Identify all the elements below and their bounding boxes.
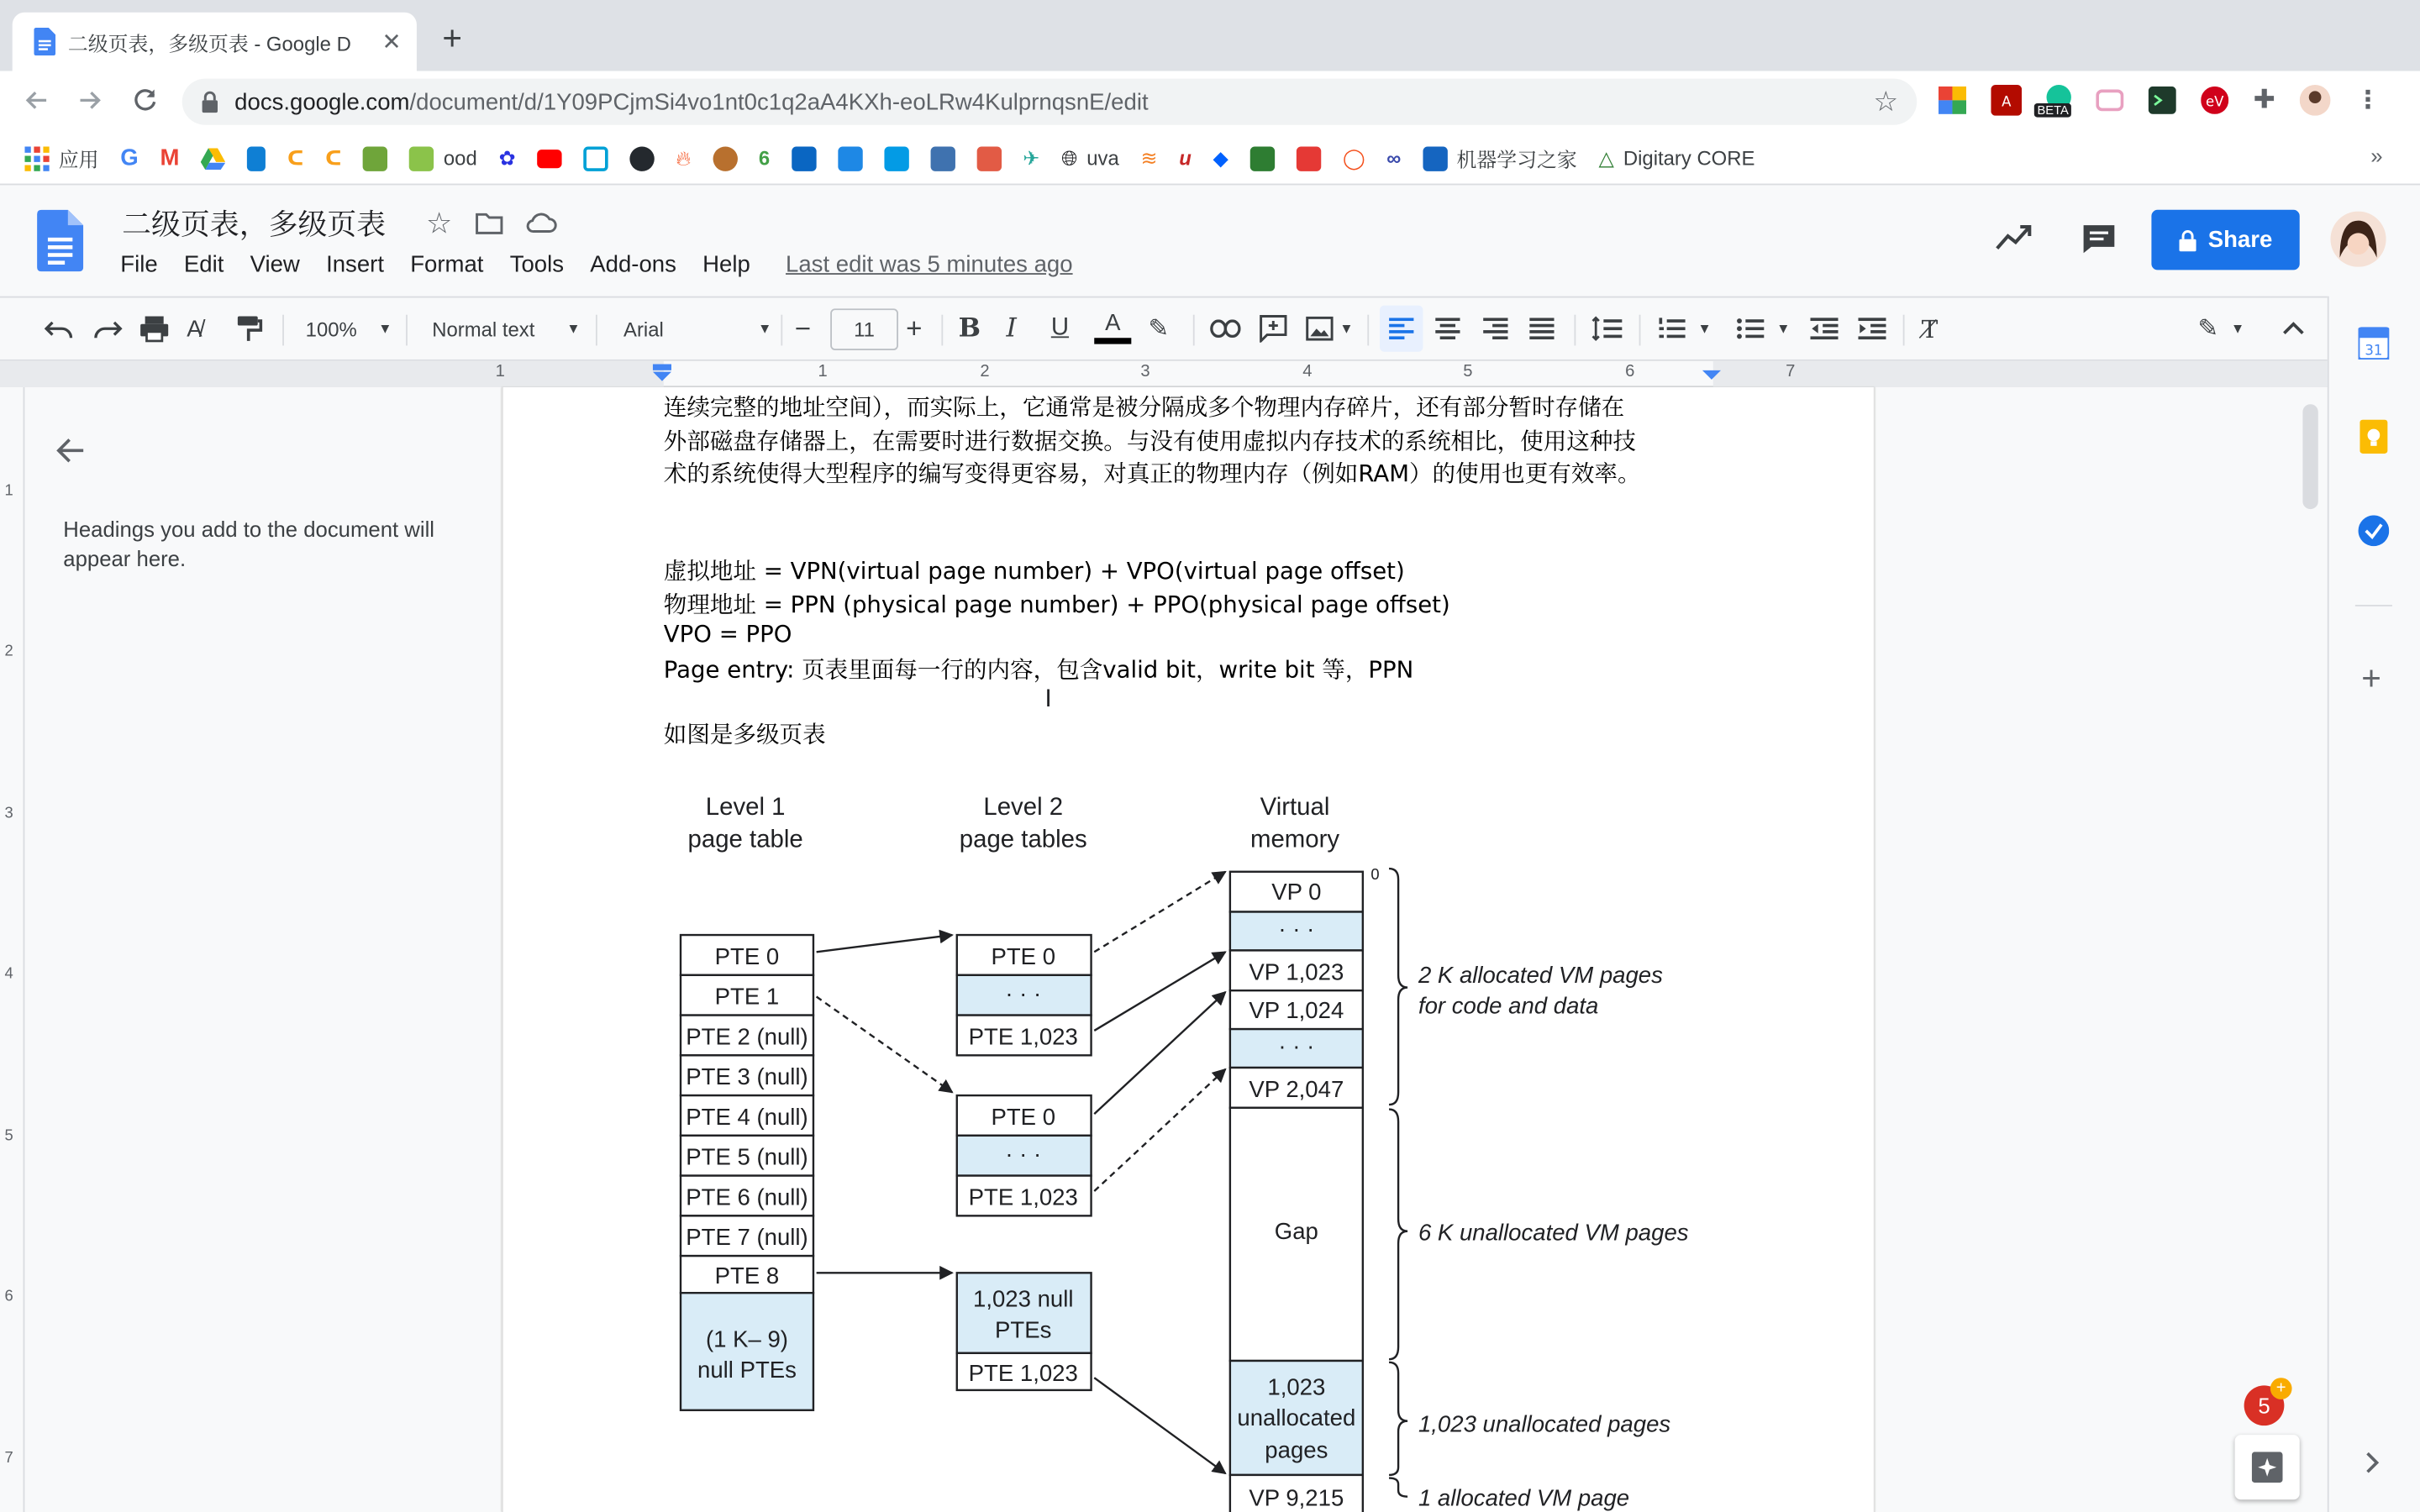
- bulleted-list-icon[interactable]: ▼: [1736, 297, 1790, 359]
- bookmark-leetcode2[interactable]: [325, 146, 341, 171]
- bookmark-u[interactable]: [1179, 146, 1192, 170]
- l2a-label: PTE 1,023: [968, 1023, 1078, 1050]
- ruler-tick-label: 1: [495, 362, 505, 381]
- redo-icon[interactable]: [92, 297, 124, 359]
- stack-icon: ≋: [1140, 145, 1158, 170]
- font-size-decrease-icon[interactable]: −: [794, 312, 812, 344]
- bookmark-gmail[interactable]: [160, 145, 179, 171]
- collapse-toolbar-icon[interactable]: [2283, 297, 2305, 359]
- outline-close-icon[interactable]: [55, 437, 87, 465]
- l1-null-label: (1 K– 9): [705, 1326, 788, 1352]
- linkedin-icon: [792, 146, 816, 171]
- bookmark-bilibili[interactable]: [583, 146, 608, 171]
- bookmark-green[interactable]: [1250, 146, 1275, 171]
- leetcode2-icon: ᑕ: [325, 145, 342, 170]
- menu-edit[interactable]: Edit: [183, 251, 224, 278]
- bookmark-linkedin[interactable]: [792, 146, 816, 171]
- menu-addons[interactable]: Add-ons: [590, 251, 676, 278]
- baidu-paw-icon: ✿: [498, 145, 516, 170]
- youtube-icon: [537, 149, 561, 167]
- extensions-puzzle-icon[interactable]: ✚: [2253, 85, 2275, 114]
- document-scrollbar[interactable]: [2302, 404, 2317, 509]
- vruler-tick-label: 4: [4, 965, 13, 984]
- bookmark-blue1[interactable]: [838, 146, 862, 171]
- ext-color-icon[interactable]: [1939, 87, 1966, 114]
- bookmark-star-icon[interactable]: ☆: [1873, 85, 1899, 117]
- explore-icon: [2252, 1452, 2283, 1483]
- l2c-null-label: PTEs: [995, 1316, 1052, 1343]
- svg-text:A: A: [2002, 93, 2012, 110]
- header-vm-b: memory: [1249, 825, 1340, 853]
- ext-pink-icon[interactable]: [2096, 87, 2123, 114]
- vm-label: VP 1,024: [1249, 997, 1344, 1024]
- align-right-icon[interactable]: [1483, 297, 1507, 359]
- bookmarks-overflow-icon[interactable]: »: [2370, 143, 2383, 169]
- editing-mode-icon[interactable]: ✎ ▼: [2197, 316, 2245, 343]
- l1-null-label: null PTEs: [697, 1357, 797, 1383]
- triangle-icon: △: [1598, 145, 1614, 170]
- tab-title: 二级页表，多级页表 - Google D: [67, 31, 351, 55]
- l2c-label: PTE 1,023: [968, 1359, 1078, 1386]
- svg-text:eV: eV: [2205, 93, 2224, 110]
- body-text[interactable]: 虚拟地址 = VPN(virtual page number) + VPO(virtual page offset): [663, 557, 1405, 585]
- bookmark-c[interactable]: [1297, 146, 1321, 171]
- ext-terminal-icon[interactable]: [2149, 87, 2176, 114]
- bookmark-fire[interactable]: [676, 146, 692, 171]
- bookmark-baidu[interactable]: [498, 146, 515, 171]
- jiqi-icon: [1423, 146, 1447, 171]
- header-vm-a: Virtual: [1260, 792, 1330, 821]
- vm-label: · · ·: [1278, 1032, 1315, 1059]
- arrow: [1094, 952, 1225, 1031]
- ext-ev-icon[interactable]: [2201, 87, 2228, 114]
- activity-trend-icon[interactable]: [1996, 223, 2033, 251]
- side-panel: [2328, 297, 2420, 1512]
- paint-format-icon[interactable]: [234, 297, 262, 359]
- outline-placeholder: Headings you add to the document will appear here.: [63, 517, 435, 571]
- bilibili-icon: [583, 146, 608, 171]
- l1-row-label: PTE 6 (null): [686, 1184, 808, 1210]
- ring-icon: ◯: [1342, 145, 1365, 170]
- ext-grammarly-icon[interactable]: [2037, 85, 2075, 118]
- style-value: Normal text: [432, 317, 535, 341]
- bookmark-ood[interactable]: [409, 146, 476, 171]
- blue-diamond-icon: [838, 146, 862, 171]
- vruler-tick-label: 3: [4, 805, 13, 822]
- header-level2-a: Level 2: [983, 792, 1064, 821]
- lc-icon: [409, 146, 434, 171]
- bold-icon[interactable]: B: [958, 312, 981, 344]
- body-text[interactable]: 连续完整的地址空间），而实际上，它通常是被分隔成多个物理内存碎片，还有部分暂时存储在: [663, 393, 1625, 422]
- lock-icon: [201, 90, 219, 113]
- cloud-status-icon[interactable]: [526, 212, 557, 235]
- drive-icon: [201, 147, 225, 169]
- zoom-dropdown-icon: ▼: [378, 321, 392, 337]
- decrease-indent-icon[interactable]: [1810, 297, 1838, 359]
- tab-close-icon[interactable]: ✕: [381, 29, 402, 56]
- l1-row-label: PTE 7 (null): [686, 1224, 808, 1251]
- move-folder-icon[interactable]: [476, 212, 503, 235]
- menu-file[interactable]: File: [120, 251, 158, 278]
- menu-bar: [120, 251, 1099, 277]
- bookmark-github[interactable]: [629, 146, 654, 171]
- explore-button[interactable]: [2235, 1435, 2300, 1499]
- l2b-label: · · ·: [1005, 1141, 1042, 1168]
- vm-unalloc-label: pages: [1265, 1436, 1328, 1463]
- clear-formatting-icon[interactable]: T̸: [1921, 313, 1939, 344]
- page-table-figure[interactable]: [648, 780, 1744, 1512]
- l1-row-label: PTE 1: [714, 983, 780, 1010]
- forward-icon[interactable]: [74, 85, 105, 116]
- vm-gap-label: Gap: [1274, 1217, 1318, 1244]
- vm-label: VP 2,047: [1249, 1075, 1344, 1102]
- extension-icons: [1939, 85, 2381, 116]
- body-text[interactable]: 术的系统使得大型程序的编写变得更容易，对真正的物理内存（例如RAM）的使用也更有效率。: [663, 459, 1641, 488]
- undo-icon[interactable]: [43, 297, 74, 359]
- l2a-label: · · ·: [1005, 980, 1042, 1007]
- menu-view[interactable]: View: [250, 251, 300, 278]
- l1-row-label: PTE 3 (null): [686, 1063, 808, 1090]
- bookmark-youtube[interactable]: [537, 149, 561, 167]
- zoom-value: 100%: [305, 317, 357, 341]
- style-dropdown-icon: ▼: [566, 321, 581, 337]
- bookmark-bird[interactable]: [1023, 146, 1039, 171]
- format-toolbar: [0, 297, 2328, 361]
- arrow: [1094, 1378, 1225, 1473]
- reload-icon[interactable]: [129, 85, 160, 116]
- bookmark-infinity[interactable]: [1386, 146, 1401, 170]
- docs-logo-icon[interactable]: [37, 210, 83, 271]
- arrow: [1094, 872, 1225, 953]
- vm-label: · · ·: [1278, 915, 1315, 942]
- add-comment-icon[interactable]: [1260, 297, 1287, 359]
- l2b-label: PTE 0: [991, 1103, 1056, 1130]
- bookmark-dropbox[interactable]: [1213, 146, 1228, 171]
- ruler-tick-label: 1: [818, 362, 828, 381]
- globe-icon: 🌐︎: [1061, 145, 1078, 170]
- bookmark-ring[interactable]: [1343, 146, 1365, 171]
- bird-icon: ✈: [1023, 145, 1040, 170]
- lan-icon: [363, 146, 387, 171]
- zoom-select[interactable]: [306, 297, 392, 359]
- share-label: Share: [2207, 227, 2273, 254]
- vruler-tick-label: 6: [4, 1288, 13, 1305]
- note-label: 1 allocated VM page: [1418, 1484, 1630, 1511]
- svg-text:31: 31: [2365, 342, 2383, 359]
- vruler-tick-label: 5: [4, 1127, 13, 1145]
- note-label: 2 K allocated VM pages: [1418, 962, 1663, 989]
- ruler-ticks: [0, 361, 2328, 387]
- body-text[interactable]: 外部磁盘存储器上，在需要时进行数据交换。与没有使用虚拟内存技术的系统相比，使用这种技: [663, 427, 1636, 455]
- bookmark-jiqi[interactable]: [1423, 144, 1577, 173]
- bookmark-leetcode[interactable]: [287, 146, 303, 171]
- docs-favicon-icon: [34, 28, 55, 55]
- align-left-icon[interactable]: [1380, 306, 1423, 352]
- l2b-label: PTE 1,023: [968, 1184, 1078, 1210]
- keep-icon[interactable]: [2360, 420, 2387, 454]
- menu-insert[interactable]: Insert: [326, 251, 384, 278]
- bookmark-ood-label: ood: [443, 146, 477, 171]
- body-text[interactable]: VPO = PPO: [663, 620, 792, 648]
- blue-square-icon: [884, 146, 908, 171]
- l1-row-label: PTE 8: [714, 1263, 780, 1289]
- align-justify-icon[interactable]: [1529, 297, 1554, 359]
- underline-icon[interactable]: U: [1050, 314, 1070, 341]
- font-select[interactable]: [623, 297, 771, 359]
- calendar-icon[interactable]: [2359, 326, 2390, 360]
- account-avatar[interactable]: [2330, 212, 2386, 267]
- chrome-menu-icon[interactable]: ⋮: [2355, 87, 2381, 114]
- l1-row-label: PTE 4 (null): [686, 1103, 808, 1130]
- bookmark-digitary[interactable]: [1598, 146, 1754, 171]
- body-text[interactable]: 如图是多级页表: [663, 720, 826, 748]
- ext-pdf-icon[interactable]: [1991, 85, 2022, 116]
- horizontal-ruler: [0, 361, 2328, 387]
- url-domain: docs.google.com: [234, 88, 410, 115]
- notification-count: 5: [2258, 1393, 2270, 1418]
- gmail-icon: M: [160, 144, 180, 171]
- brace: [1389, 1362, 1407, 1475]
- bookmark-six[interactable]: [759, 146, 770, 170]
- vm-zero-label: 0: [1370, 864, 1380, 883]
- header-level1-b: page table: [687, 825, 803, 853]
- side-panel-divider: [2355, 605, 2392, 606]
- increase-indent-icon[interactable]: [1858, 297, 1886, 359]
- body-text[interactable]: Page entry: 页表里面每一行的内容，包含valid bit，write bit 等，PPN: [663, 655, 1414, 684]
- bookmark-stack[interactable]: [1140, 146, 1157, 171]
- header-level2-b: page tables: [959, 825, 1087, 853]
- beta-badge: BETA: [2034, 103, 2072, 118]
- tasks-icon[interactable]: [2359, 515, 2390, 546]
- jian-icon: [976, 146, 1001, 171]
- arrow: [817, 997, 953, 1093]
- vm-label: VP 0: [1271, 878, 1322, 905]
- vruler-tick-label: 1: [4, 482, 13, 501]
- bookmark-jian[interactable]: [976, 146, 1001, 171]
- l1-row-label: PTE 0: [714, 942, 780, 969]
- notification-plus-icon: +: [2270, 1378, 2292, 1399]
- browser-tab[interactable]: [13, 13, 417, 71]
- arrow: [1094, 1069, 1225, 1191]
- infinity-icon: ∞: [1386, 146, 1402, 171]
- new-tab-icon[interactable]: +: [442, 18, 462, 57]
- fire-icon: 🔥︎: [676, 145, 692, 170]
- note-label: 1,023 unallocated pages: [1418, 1410, 1671, 1437]
- highlight-icon[interactable]: ✎: [1148, 316, 1170, 343]
- document-title[interactable]: 二级页表，多级页表: [122, 207, 387, 243]
- green-book-icon: [1250, 146, 1275, 171]
- numbered-list-icon[interactable]: ▼: [1658, 297, 1712, 359]
- menu-format[interactable]: Format: [410, 251, 484, 278]
- right-indent-marker-icon[interactable]: [1701, 369, 1723, 381]
- share-lock-icon: [2179, 229, 2196, 251]
- bookmark-apps[interactable]: [24, 144, 98, 173]
- ruler-tick-label: 3: [1140, 362, 1150, 381]
- brace: [1389, 1478, 1407, 1497]
- share-button[interactable]: [2151, 210, 2299, 270]
- menu-tools[interactable]: Tools: [509, 251, 565, 278]
- text-cursor-icon: I: [1044, 686, 1052, 713]
- spellcheck-icon[interactable]: A̸: [187, 315, 203, 342]
- vm-unalloc-label: 1,023: [1267, 1373, 1326, 1400]
- ruler-tick-label: 7: [1786, 362, 1796, 381]
- vm-unalloc-label: unallocated: [1237, 1404, 1356, 1431]
- back-icon[interactable]: [22, 85, 53, 116]
- bookmark-lan[interactable]: [363, 146, 387, 171]
- header-level1-a: Level 1: [705, 792, 786, 821]
- print-icon[interactable]: [139, 297, 170, 359]
- font-size-value: 11: [854, 318, 875, 341]
- bookmark-p[interactable]: [930, 146, 955, 171]
- l1-row-label: PTE 5 (null): [686, 1143, 808, 1170]
- c-icon: [1297, 146, 1321, 171]
- github-icon: [629, 146, 654, 171]
- last-edit-link[interactable]: Last edit was 5 minutes ago: [786, 251, 1073, 278]
- bookmark-uva[interactable]: [1061, 146, 1119, 171]
- bookmark-round[interactable]: [713, 146, 737, 171]
- leetcode-icon: ᑕ: [287, 145, 304, 170]
- arrow: [1094, 992, 1225, 1114]
- dropbox-icon: ◆: [1213, 145, 1228, 170]
- profile-avatar-small[interactable]: [2300, 85, 2331, 116]
- ruler-tick-label: 6: [1625, 362, 1635, 381]
- bookmark-drive[interactable]: [201, 147, 225, 169]
- u-icon: u: [1179, 146, 1192, 171]
- text-color-icon[interactable]: A: [1094, 297, 1131, 359]
- expand-side-panel-icon[interactable]: [2365, 1451, 2380, 1475]
- left-indent-marker-icon[interactable]: [651, 364, 673, 382]
- font-size-input[interactable]: [830, 308, 898, 350]
- note-label: 6 K unallocated VM pages: [1418, 1219, 1689, 1246]
- bookmark-google[interactable]: [120, 145, 138, 171]
- comments-icon[interactable]: [2082, 223, 2116, 255]
- vruler-tick-label: 7: [4, 1450, 13, 1467]
- note-label: for code and data: [1418, 992, 1599, 1019]
- ruler-tick-label: 4: [1302, 362, 1313, 381]
- link-icon[interactable]: [1210, 297, 1241, 359]
- bookmark-apps-label: 应用: [58, 148, 99, 171]
- style-select[interactable]: [432, 297, 580, 359]
- menu-help[interactable]: Help: [702, 251, 750, 278]
- bookmarks-bar: [0, 133, 2420, 185]
- bookmark-digitary-label: Digitary CORE: [1623, 146, 1755, 171]
- font-dropdown-icon: ▼: [757, 321, 772, 337]
- font-size-increase-icon[interactable]: +: [906, 312, 923, 344]
- vm-label: VP 1,023: [1249, 958, 1344, 985]
- vertical-ruler: [0, 387, 24, 1512]
- font-value: Arial: [623, 317, 664, 341]
- bookmark-bing[interactable]: [247, 146, 266, 171]
- apps-grid-icon: [24, 146, 49, 171]
- vruler-tick-label: 2: [4, 643, 13, 661]
- ruler-tick-label: 5: [1463, 362, 1473, 381]
- p-icon: [930, 146, 955, 171]
- arrow: [817, 935, 953, 952]
- bookmark-blue2[interactable]: [884, 146, 908, 171]
- bookmark-jiqi-label: 机器学习之家: [1456, 148, 1577, 171]
- header-level1: [706, 793, 786, 821]
- get-addons-icon[interactable]: +: [2361, 659, 2381, 698]
- brace: [1389, 1110, 1407, 1360]
- ruler-tick-label: 2: [980, 362, 990, 381]
- bookmark-uva-label: uva: [1086, 146, 1119, 171]
- vm-last-label: VP 9,215: [1249, 1484, 1344, 1511]
- body-text[interactable]: 物理地址 = PPN (physical page number) + PPO(physical page offset): [663, 591, 1450, 619]
- italic-icon[interactable]: I: [1006, 312, 1017, 344]
- six-icon: 6: [758, 146, 771, 171]
- align-center-icon[interactable]: [1435, 297, 1460, 359]
- bing-icon: [247, 146, 266, 171]
- url-path: /document/d/1Y09PCjmSi4vo1nt0c1q2aA4KXh-eoLRw4KulprnqsnE/edit: [409, 88, 1149, 115]
- brace: [1389, 869, 1407, 1105]
- l2c-null-label: 1,023 null: [973, 1285, 1074, 1312]
- l2a-label: PTE 0: [991, 942, 1056, 969]
- insert-image-icon[interactable]: ▼: [1306, 297, 1354, 359]
- google-icon: G: [120, 144, 139, 171]
- l1-row-label: PTE 2 (null): [686, 1023, 808, 1050]
- round-icon: [713, 146, 737, 171]
- line-spacing-icon[interactable]: [1591, 297, 1623, 359]
- address-bar[interactable]: [182, 79, 1917, 125]
- star-icon[interactable]: ☆: [425, 207, 453, 241]
